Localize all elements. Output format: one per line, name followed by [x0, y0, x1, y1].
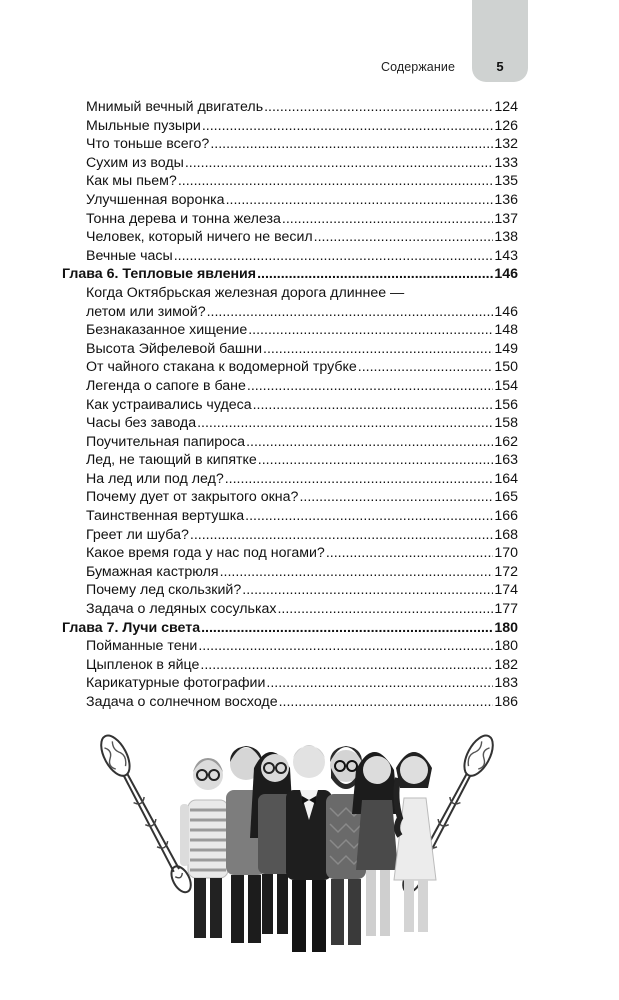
toc-entry-row [62, 693, 518, 712]
entry-title: Улучшенная воронка [86, 191, 225, 208]
page-ref: 143 [494, 247, 518, 264]
toc-entry-row [62, 544, 518, 563]
dot-leader [185, 154, 493, 173]
toc-entry-row [62, 191, 518, 210]
entry-title: Карикатурные фотографии [86, 675, 266, 692]
toc-entry-row [62, 674, 518, 693]
entry-title: Как мы пьем? [86, 173, 177, 190]
entry-title: Почему дует от закрытого окна? [86, 489, 299, 506]
page-ref: 182 [494, 656, 518, 673]
entry-title: На лед или под лед? [86, 470, 224, 487]
toc-entry-row [62, 228, 518, 247]
page-ref: 168 [494, 526, 518, 543]
page-ref: 146 [494, 266, 518, 283]
toc-entry-row [62, 414, 518, 433]
toc-chapter-row [62, 619, 518, 638]
page-ref: 156 [494, 396, 518, 413]
entry-title: Бумажная кастрюля [86, 563, 219, 580]
dot-leader [263, 340, 493, 359]
dot-leader [246, 433, 493, 452]
toc-entry-row [62, 433, 518, 452]
page-ref: 164 [494, 470, 518, 487]
toc-entry-row [62, 284, 518, 303]
toc-entry-row [62, 117, 518, 136]
entry-title: Вечные часы [86, 247, 173, 264]
dot-leader [248, 321, 493, 340]
toc-entry-row [62, 340, 518, 359]
dot-leader [220, 563, 494, 582]
table-of-contents [62, 98, 518, 712]
page-ref: 183 [494, 675, 518, 692]
dot-leader [326, 544, 494, 563]
entry-title: Когда Октябрьская железная дорога длиннее — [86, 284, 405, 301]
entry-title: Задача о солнечном восходе [86, 694, 278, 710]
page-ref: 162 [494, 433, 518, 450]
entry-title: Тонна дерева и тонна железа [86, 210, 281, 227]
dot-leader [257, 265, 493, 284]
page-ref: 172 [494, 563, 518, 580]
page-ref: 158 [494, 415, 518, 432]
page-ref: 174 [494, 582, 518, 599]
page-ref: 165 [494, 489, 518, 506]
person-figure [394, 752, 436, 932]
toc-entry-row [62, 396, 518, 415]
dot-leader [247, 377, 493, 396]
dot-leader [197, 414, 493, 433]
entry-title: Легенда о сапоге в бане [86, 377, 246, 394]
dot-leader [210, 135, 493, 154]
person-figure [180, 758, 228, 938]
toc-entry-row [62, 247, 518, 266]
entry-title: Человек, который ничего не весил [86, 229, 313, 246]
entry-title: От чайного стакана к водомерной трубке [86, 359, 357, 376]
page-ref: 148 [494, 322, 518, 339]
entry-title: Греет ли шуба? [86, 526, 189, 543]
toc-entry-row [62, 563, 518, 582]
dot-leader [190, 526, 493, 545]
dot-leader [253, 396, 494, 415]
entry-title: Часы без завода [86, 415, 197, 432]
toc-entry-row [62, 600, 518, 619]
page-ref: 136 [494, 191, 518, 208]
page-ref: 133 [494, 154, 518, 171]
toc-entry-row [62, 637, 518, 656]
toc-entry-row [62, 135, 518, 154]
dot-leader [266, 674, 493, 693]
page-ref: 180 [494, 619, 518, 636]
person-figure [286, 745, 332, 952]
entry-title: Поучительная папироса [86, 433, 246, 450]
toc-entry-row [62, 172, 518, 191]
entry-title: Мыльные пузыри [86, 117, 201, 134]
dot-leader [358, 358, 494, 377]
entry-title: Цыпленок в яйце [86, 656, 200, 673]
page-ref: 124 [494, 99, 518, 115]
entry-title: Почему лед скользкий? [86, 582, 242, 599]
toc-entry-row [62, 98, 518, 117]
running-title: Содержание [380, 60, 455, 74]
dot-leader [279, 693, 494, 712]
entry-title: Как устраивались чудеса [86, 396, 252, 413]
toc-entry-row [62, 451, 518, 470]
entry-title: Пойманные тени [86, 638, 198, 655]
illustration [0, 728, 619, 958]
toc-entry-row [62, 488, 518, 507]
entry-title: летом или зимой? [86, 303, 206, 320]
dot-leader [258, 451, 494, 470]
dot-leader [282, 210, 493, 229]
entry-title: Безнаказанное хищение [86, 322, 248, 339]
page-ref: 149 [494, 340, 518, 357]
entry-title: Лед, не тающий в кипятке [86, 452, 257, 469]
dot-leader [174, 247, 494, 266]
dot-leader [202, 117, 493, 136]
dot-leader [277, 600, 493, 619]
page-ref: 138 [494, 229, 518, 246]
dot-leader [201, 619, 493, 638]
dot-leader [245, 507, 493, 526]
dot-leader [200, 656, 493, 675]
toc-entry-row [62, 656, 518, 675]
toc-entry-row [62, 210, 518, 229]
entry-title: Сухим из воды [86, 154, 184, 171]
page-ref: 132 [494, 136, 518, 153]
dot-leader [242, 581, 493, 600]
page-ref: 170 [494, 545, 518, 562]
page-ref: 180 [494, 638, 518, 655]
chapter-title: Глава 6. Тепловые явления [62, 266, 257, 283]
page-ref: 126 [494, 117, 518, 134]
toc-entry-row [62, 358, 518, 377]
toc-chapter-row [62, 265, 518, 284]
page-ref: 137 [494, 210, 518, 227]
entry-title: Высота Эйфелевой башни [86, 340, 263, 357]
page-ref: 146 [494, 303, 518, 320]
entry-title: Мнимый вечный двигатель [86, 99, 264, 115]
toc-entry-row [62, 321, 518, 340]
page-ref: 166 [494, 508, 518, 525]
page-ref: 150 [494, 359, 518, 376]
toc-entry-row [62, 526, 518, 545]
page-ref: 135 [494, 173, 518, 190]
entry-title: Какое время года у нас под ногами? [86, 545, 325, 562]
page-ref: 177 [494, 601, 518, 618]
dot-leader [314, 228, 494, 247]
toc-entry-row [62, 581, 518, 600]
toc-entry-row [62, 303, 518, 322]
dot-leader [226, 191, 494, 210]
toc-entry-row [62, 470, 518, 489]
dot-leader [299, 488, 493, 507]
entry-title: Что тоньше всего? [86, 136, 210, 153]
dot-leader [225, 470, 494, 489]
chapter-title: Глава 7. Лучи света [62, 619, 201, 636]
page-ref: 163 [494, 452, 518, 469]
page-ref: 186 [494, 694, 518, 710]
entry-title: Таинственная вертушка [86, 508, 245, 525]
dot-leader [207, 303, 494, 322]
entry-title: Задача о ледяных сосульках [86, 601, 277, 618]
toc-entry-row [62, 377, 518, 396]
dot-leader [264, 98, 493, 117]
page-number: 5 [496, 59, 504, 74]
dot-leader [198, 637, 493, 656]
toc-entry-row [62, 154, 518, 173]
dot-leader [178, 172, 494, 191]
page-ref: 154 [494, 377, 518, 394]
toc-entry-row [62, 507, 518, 526]
